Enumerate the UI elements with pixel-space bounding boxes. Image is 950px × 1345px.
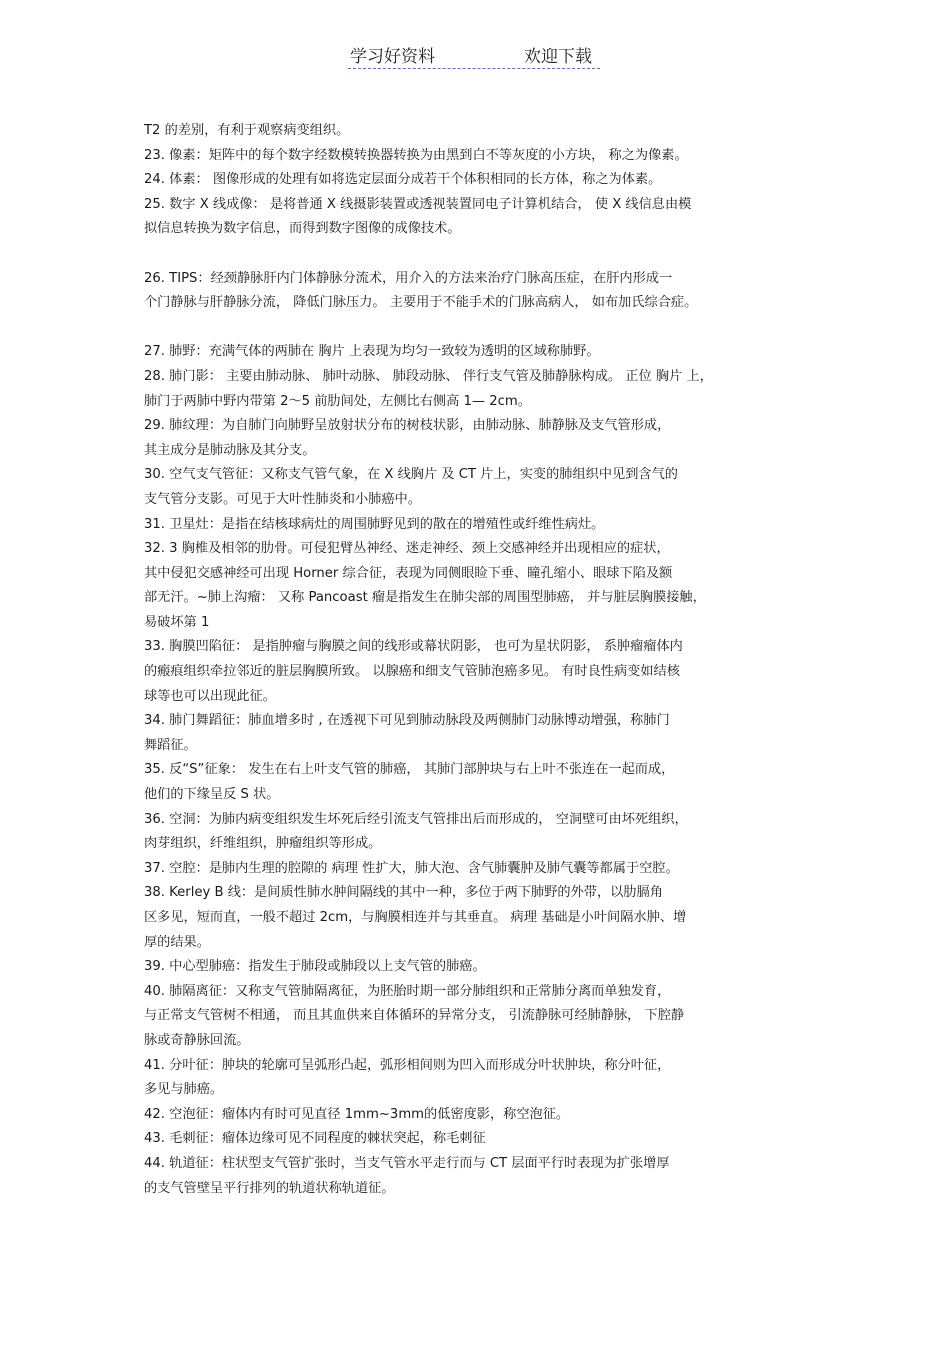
text-line: 球等也可以出现此征。 xyxy=(144,688,276,704)
text-line: 41. 分叶征：肿块的轮廓可呈弧形凸起，弧形相间则为凹入而形成分叶状肿块，称分叶征， xyxy=(144,1057,671,1073)
text-line: 35. 反“S”征象： 发生在右上叶支气管的肺癌， 其肺门部肿块与右上叶不张连在一起而成， xyxy=(144,762,675,778)
text-line: 25. 数字 X 线成像： 是将普通 X 线摄影装置或透视装置同电子计算机结合， 使 X 线信息由模 xyxy=(144,196,692,212)
text-line: 支气管分支影。可见于大叶性肺炎和小肺癌中。 xyxy=(144,491,421,507)
text-line: 26. TIPS：经颈静脉肝内门体静脉分流术，用介入的方法来治疗门脉高压症，在肝内形成一 xyxy=(144,270,673,286)
text-line: 44. 轨道征：柱状型支气管扩张时，当支气管水平走行而与 CT 层面平行时表现为扩张增厚 xyxy=(144,1155,670,1171)
text-line: 多见与肺癌。 xyxy=(144,1082,224,1098)
text-line: 27. 肺野：充满气体的两肺在 胸片 上表现为均匀一致较为透明的区域称肺野。 xyxy=(144,344,600,360)
text-line: 31. 卫星灶：是指在结核球病灶的周围肺野见到的散在的增殖性或纤维性病灶。 xyxy=(144,516,605,532)
blank-line xyxy=(144,242,810,267)
text-line: 33. 胸膜凹陷征： 是指肿瘤与胸膜之间的线形或幕状阴影， 也可为星状阴影， 系肿瘤瘤体内 xyxy=(144,639,683,655)
text-line: 24. 体素： 图像形成的处理有如将选定层面分成若干个体积相同的长方体，称之为体素。 xyxy=(144,172,662,188)
text-line: 肺门于两肺中野内带第 2～5 前肋间处，左侧比右侧高 1— 2cm。 xyxy=(144,393,531,409)
text-line: 42. 空泡征：瘤体内有时可见直径 1mm~3mm的低密度影，称空泡征。 xyxy=(144,1106,570,1122)
text-line: 舞蹈征。 xyxy=(144,737,197,753)
text-line: 拟信息转换为数字信息，而得到数字图像的成像技术。 xyxy=(144,221,461,237)
text-line: 易破坏第 1 xyxy=(144,614,210,630)
text-line: 36. 空洞：为肺内病变组织发生坏死后经引流支气管排出后而形成的， 空洞壁可由坏死组织， xyxy=(144,811,688,827)
text-line: 38. Kerley B 线：是间质性肺水肿间隔线的其中一种，多位于两下肺野的外带，以肋膈角 xyxy=(144,885,663,901)
text-line: 其中侵犯交感神经可出现 Horner 综合征，表现为同侧眼睑下垂、瞳孔缩小、眼球下陷及额 xyxy=(144,565,673,581)
text-line: 40. 肺隔离征：又称支气管肺隔离征，为胚胎时期一部分肺组织和正常肺分离而单独发育， xyxy=(144,983,671,999)
text-line: 32. 3 胸椎及相邻的肋骨。可侵犯臂丛神经、迷走神经、颈上交感神经并出现相应的症状， xyxy=(144,541,670,557)
text-line: 28. 肺门影： 主要由肺动脉、 肺叶动脉、 肺段动脉、 伴行支气管及肺静脉构成。 正位 胸片 上， xyxy=(144,368,713,384)
text-line: 脉或奇静脉回流。 xyxy=(144,1032,250,1048)
text-line: 个门静脉与肝静脉分流， 降低门脉压力。 主要用于不能手术的门脉高病人， 如布加氏综合症。 xyxy=(144,295,698,311)
text-line: T2 的差别，有利于观察病变组织。 xyxy=(144,123,350,138)
text-line: 43. 毛刺征：瘤体边缘可见不同程度的棘状突起，称毛刺征 xyxy=(144,1131,486,1147)
document-body xyxy=(144,119,810,1201)
text-line: 他们的下缘呈反 S 状。 xyxy=(144,787,280,803)
text-line: 其主成分是肺动脉及其分支。 xyxy=(144,442,316,458)
text-line: 区多见，短而直，一般不超过 2cm，与胸膜相连并与其垂直。 病理 基础是小叶间隔水肿、增 xyxy=(144,910,687,925)
header-left-text: 学习好资料 xyxy=(350,47,435,67)
text-line: 29. 肺纹理：为自肺门向肺野呈放射状分布的树枝状影，由肺动脉、肺静脉及支气管形成， xyxy=(144,418,671,434)
text-line: 肉芽组织，纤维组织，肿瘤组织等形成。 xyxy=(144,836,382,852)
header-right-text: 欢迎下载 xyxy=(524,47,592,67)
text-line: 部无汗。~肺上沟瘤： 又称 Pancoast 瘤是指发生在肺尖部的周围型肺癌， 并与脏层胸膜接触， xyxy=(144,590,706,606)
text-line: 39. 中心型肺癌：指发生于肺段或肺段以上支气管的肺癌。 xyxy=(144,959,486,975)
text-line: 30. 空气支气管征：又称支气管气象，在 X 线胸片 及 CT 片上，实变的肺组织中见到含气的 xyxy=(144,467,678,483)
text-line: 厚的结果。 xyxy=(144,934,210,950)
text-line: 的支气管壁呈平行排列的轨道状称轨道征。 xyxy=(144,1180,395,1196)
blank-line xyxy=(144,316,810,341)
text-line: 与正常支气管树不相通， 而且其血供来自体循环的异常分支， 引流静脉可经肺静脉， 下腔静 xyxy=(144,1008,685,1024)
text-line: 23. 像素：矩阵中的每个数字经数模转换器转换为由黑到白不等灰度的小方块， 称之为像素。 xyxy=(144,147,688,163)
text-line: 37. 空腔：是肺内生理的腔隙的 病理 性扩大，肺大泡、含气肺囊肿及肺气囊等都属于空腔。 xyxy=(144,860,679,876)
page-header xyxy=(348,40,600,69)
text-line: 34. 肺门舞蹈征：肺血增多时 , 在透视下可见到肺动脉段及两侧肺门动脉博动增强，称肺门 xyxy=(144,713,670,729)
text-line: 的瘢痕组织牵拉邻近的脏层胸膜所致。 以腺癌和细支气管肺泡癌多见。 有时良性病变如结核 xyxy=(144,664,680,680)
